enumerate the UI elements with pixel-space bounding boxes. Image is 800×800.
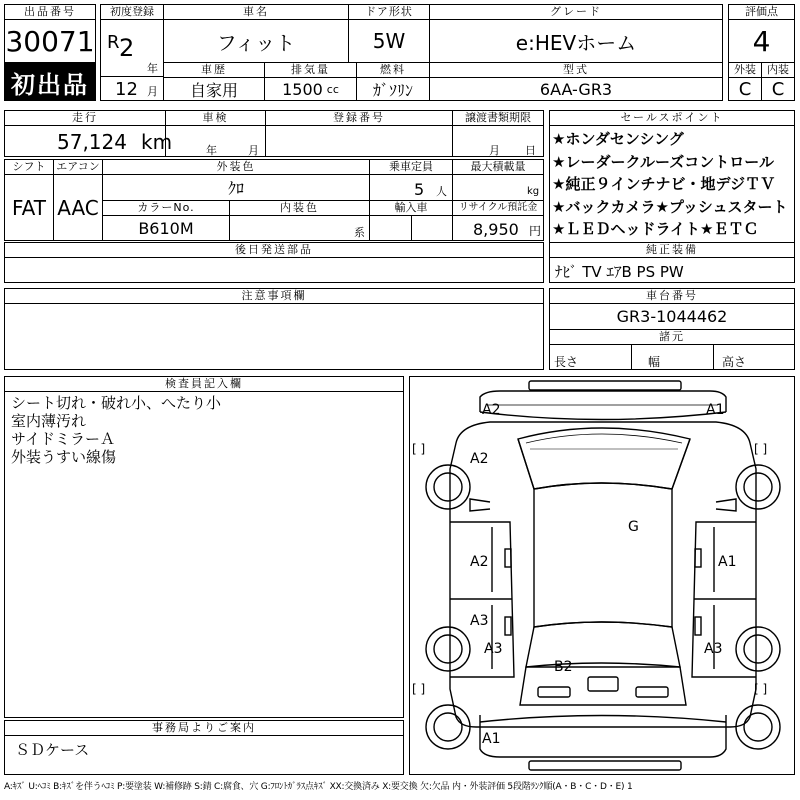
transfer-day-unit: 日 <box>525 144 536 157</box>
mark-a1-front-right: A1 <box>706 402 725 418</box>
recycle-cell <box>452 215 544 241</box>
mark-a2-front-left: A2 <box>482 402 501 418</box>
inspection-month-unit: 月 <box>248 144 259 157</box>
sales-point: ★ＬＥＤヘッドライト★ＥＴＣ <box>552 220 759 238</box>
shift: FAT <box>4 174 54 241</box>
notes-box <box>4 303 544 370</box>
capacity-unit: 人 <box>436 185 447 198</box>
length-label: 長さ <box>554 355 579 369</box>
first-listing-badge: 初出品 <box>4 63 96 101</box>
mileage: 57,124 <box>57 130 127 154</box>
length-cell <box>549 344 632 370</box>
capacity: 5 <box>414 180 425 199</box>
history: 自家用 <box>163 77 265 101</box>
sales-point: ★純正９インチナビ・地デジＴＶ <box>552 175 776 193</box>
door-type: 5W <box>348 19 430 63</box>
displacement: 1500 <box>282 79 323 99</box>
bracket-right-bottom: [ ] <box>754 682 768 696</box>
office-notice-box <box>4 735 404 775</box>
width-cell <box>631 344 714 370</box>
first-registration-label: 初度登録 <box>100 4 164 20</box>
inspection-cell <box>165 125 266 157</box>
fuel: ｶﾞｿﾘﾝ <box>356 77 430 101</box>
later-parts-label: 後日発送部品 <box>4 242 544 258</box>
height-cell <box>713 344 795 370</box>
lot-number-label: 出品番号 <box>4 4 96 20</box>
sales-points-list <box>552 128 788 241</box>
color-no-label: カラーNo. <box>102 200 230 216</box>
history-label: 車歴 <box>163 62 265 78</box>
mileage-label: 走行 <box>4 110 166 126</box>
plate-cell <box>265 125 453 157</box>
mark-b2-rear: B2 <box>554 659 573 675</box>
capacity-cell <box>369 174 453 201</box>
mileage-unit: km <box>141 130 173 154</box>
inspector-label: 検査員記入欄 <box>4 376 404 392</box>
color-no: B610M <box>102 215 230 241</box>
ac-label: エアコン <box>53 159 103 175</box>
year-unit: 年 <box>147 62 158 75</box>
registration-month: 12 <box>115 79 138 100</box>
sales-points-label: セールスポイント <box>549 110 795 126</box>
door-type-label: ドア形状 <box>348 4 430 20</box>
inspector-line: シート切れ・破れ小、へたり小 <box>11 394 222 412</box>
inspector-line: 外装うすい線傷 <box>11 448 117 466</box>
sales-point: ★レーダークルーズコントロール <box>552 152 774 171</box>
mileage-cell <box>4 125 173 157</box>
damage-marks <box>410 377 794 774</box>
grade-label: グレード <box>429 4 723 20</box>
bracket-right-top: [ ] <box>754 442 768 456</box>
lot-number: 30071 <box>4 19 96 63</box>
mark-a3-left-rear-door: A3 <box>470 613 489 629</box>
inspector-notes <box>11 394 221 466</box>
chassis-number: GR3-1044462 <box>549 303 795 330</box>
car-name: フィット <box>163 19 349 63</box>
exterior-color-label: 外装色 <box>102 159 370 175</box>
model: 6AA-GR3 <box>429 77 723 101</box>
damage-diagram <box>409 376 795 775</box>
interior-score: C <box>761 77 795 101</box>
office-notice-label: 事務局よりご案内 <box>4 720 404 736</box>
registration-year: 2 <box>119 34 135 62</box>
interior-score-label: 内装 <box>761 62 795 78</box>
sales-points-box <box>549 125 795 243</box>
exterior-color: ｸﾛ <box>102 174 370 201</box>
max-load-label: 最大積載量 <box>452 159 544 175</box>
transfer-deadline-label: 譲渡書類期限 <box>452 110 544 126</box>
model-label: 型式 <box>429 62 723 78</box>
office-notice: ＳＤケース <box>15 741 90 759</box>
later-parts-cell <box>4 257 544 283</box>
transfer-month-unit: 月 <box>489 144 500 157</box>
recycle-unit: 円 <box>529 224 542 238</box>
car-name-label: 車名 <box>163 4 349 20</box>
interior-color-unit: 系 <box>354 226 365 239</box>
score-value: 4 <box>728 19 795 63</box>
equipment: ﾅﾋﾞ TV ｴｱB PS PW <box>555 263 684 281</box>
max-load-cell <box>452 174 544 201</box>
import-label: 輸入車 <box>369 200 453 216</box>
max-load-unit: kg <box>527 186 540 197</box>
height-label: 高さ <box>722 355 747 369</box>
recycle-fee: 8,950 <box>473 220 519 239</box>
dimensions-label: 諸元 <box>549 329 795 345</box>
fuel-label: 燃料 <box>356 62 430 78</box>
ac: AAC <box>53 174 103 241</box>
mark-a3-left-quarter: A3 <box>484 641 503 657</box>
inspection-label: 車検 <box>165 110 266 126</box>
displacement-unit: cc <box>326 82 339 96</box>
score-label: 評価点 <box>728 4 795 20</box>
registration-month-cell <box>100 76 164 101</box>
era: R <box>107 32 120 53</box>
registration-year-cell <box>100 19 164 77</box>
inspection-year-unit: 年 <box>206 144 217 157</box>
displacement-label: 排気量 <box>264 62 357 78</box>
mark-a3-right-quarter: A3 <box>704 641 723 657</box>
mark-g-windshield: G <box>628 519 639 535</box>
inspector-line: 室内薄汚れ <box>11 412 87 430</box>
mark-a2-hood-left: A2 <box>470 451 489 467</box>
transfer-deadline-cell <box>452 125 544 157</box>
bracket-left-top: [ ] <box>412 442 426 456</box>
equipment-cell <box>549 257 795 283</box>
import-cell-2 <box>411 215 453 241</box>
sales-point: ★ホンダセンシング <box>552 130 684 148</box>
sales-point: ★バックカメラ★プッシュスタート <box>552 197 788 216</box>
mark-a2-left-door: A2 <box>470 554 489 570</box>
import-cell-1 <box>369 215 412 241</box>
grade: e:HEVホーム <box>429 19 723 63</box>
plate-label: 登録番号 <box>265 110 453 126</box>
mark-a1-right-door: A1 <box>718 554 737 570</box>
bracket-left-bottom: [ ] <box>412 682 426 696</box>
displacement-cell <box>264 77 357 101</box>
month-unit: 月 <box>147 85 158 98</box>
legend: A:ｷｽﾞ U:ﾍｺﾐ B:ｷｽﾞを伴うﾍｺﾐ P:要塗装 W:補修跡 S:錆 C:腐食、穴 G:ﾌﾛﾝﾄｶﾞﾗｽ点ｷｽﾞ XX:交換済み X:要交換 欠:欠品 内・外装評価 5段階ﾗﾝｸ順(A・B・C・D・E) 1 <box>4 782 633 792</box>
shift-label: シフト <box>4 159 54 175</box>
mark-a1-rear: A1 <box>482 731 501 747</box>
exterior-score: C <box>728 77 762 101</box>
exterior-score-label: 外装 <box>728 62 762 78</box>
inspector-box <box>4 391 404 718</box>
chassis-label: 車台番号 <box>549 288 795 304</box>
interior-color-cell <box>229 215 370 241</box>
width-label: 幅 <box>648 355 661 369</box>
notes-label: 注意事項欄 <box>4 288 544 304</box>
interior-color-label: 内装色 <box>229 200 370 216</box>
inspector-line: サイドミラーＡ <box>11 430 115 448</box>
equipment-label: 純正装備 <box>549 242 795 258</box>
capacity-label: 乗車定員 <box>369 159 453 175</box>
recycle-label: リサイクル預託金 <box>452 200 544 216</box>
